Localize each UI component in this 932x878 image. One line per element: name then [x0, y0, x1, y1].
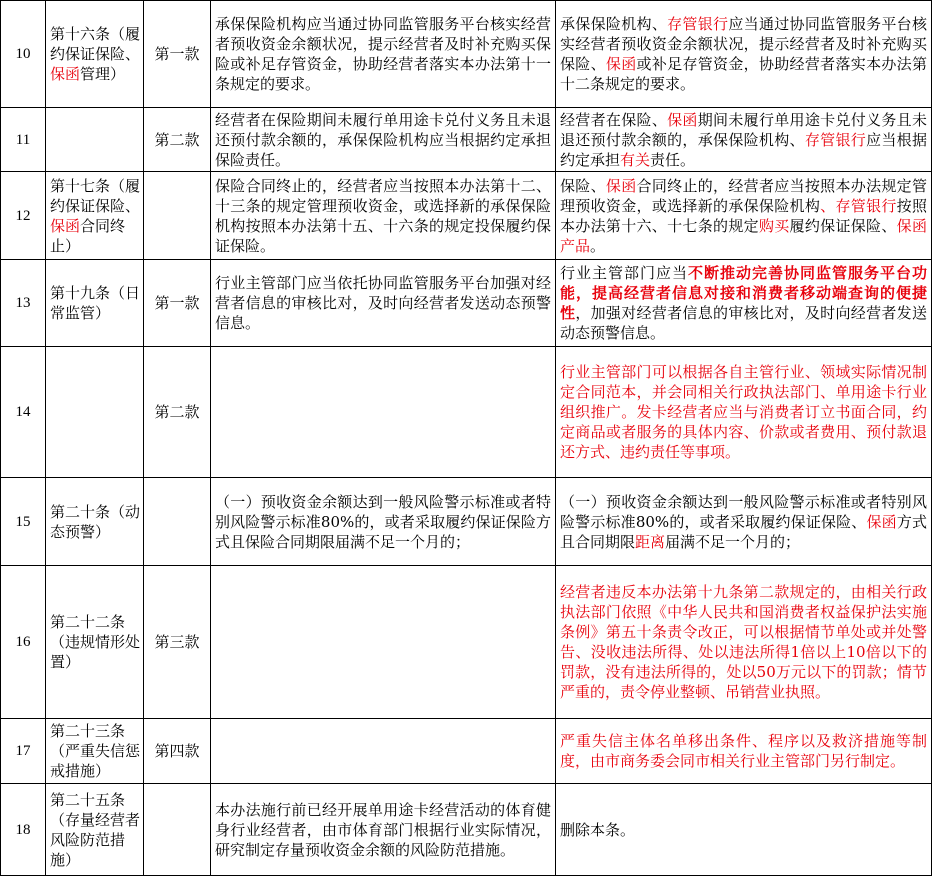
revised-text-cell: [556, 108, 932, 172]
text-run: 删除本条。: [560, 820, 636, 839]
revised-text: 保函产品: [560, 216, 927, 255]
table-row: [1, 347, 932, 478]
text-run: 方式且合同期限: [560, 512, 927, 551]
original-text-cell: [211, 260, 556, 347]
revised-text-cell: [556, 719, 932, 784]
revised-text: 保函: [866, 512, 897, 531]
row-number: 17: [1, 719, 46, 784]
original-text-cell: [211, 566, 556, 719]
text-run: 第十七条（履约保证保险、: [50, 176, 141, 215]
revised-text: 经营者违反本办法第十九条第二款规定的，由相关行政执法部门依照《中华人民共和国消费者权益保护法实施条例》第五十条责令改正，可以根据情节单处或并处警告、没收违法所得、处以违法所得1倍以上10倍以下的罚款，没有违法所得的，处以50万元以下的罚款；情节严重的，责令停业整顿、吊销营业执照。: [560, 583, 927, 701]
revised-text: 购买: [758, 216, 790, 235]
article-cell: [46, 784, 144, 876]
original-text-cell: [211, 719, 556, 784]
text-run: 经营者在保险期间未履行单用途卡兑付义务且未退还预付款余额的，承保保险机构应当根据约定承担保险责任。: [215, 110, 551, 169]
revised-text: 存管银行: [667, 15, 729, 33]
revised-text: 保函: [50, 216, 81, 235]
text-run: 承保保险机构、: [560, 15, 668, 33]
revised-text: 行业主管部门可以根据各自主管行业、领域实际情况制定合同范本，并会同相关行政执法部门、单用途卡行业组织推广。发卡经营者应当与消费者订立书面合同，约定商品或者服务的具体内容、价款或者费用、预付款退还方式、违约责任等事项。: [560, 363, 927, 461]
table-row: [1, 719, 932, 784]
revised-text-cell: [556, 347, 932, 478]
article-cell: [46, 1, 144, 108]
text-run: 或补足存管资金，协助经营者落实本办法第十二条规定的要求。: [560, 55, 927, 93]
table-row: [1, 172, 932, 260]
text-run: 承保保险机构应当通过协同监管服务平台核实经营者预收资金余额状况，提示经营者及时补充购买保险或补足存管资金，协助经营者落实本办法第十一条规定的要求。: [215, 15, 551, 93]
original-text-cell: [211, 347, 556, 478]
clause-cell: [144, 784, 211, 876]
revised-text: 保函: [667, 110, 698, 129]
text-run: 届满不足一个月的；: [665, 532, 801, 551]
clause-cell: [144, 478, 211, 566]
table-row: [1, 108, 932, 172]
row-number: 14: [1, 347, 46, 478]
table-row: [1, 1, 932, 108]
text-run: 管理）: [80, 65, 126, 83]
row-number: 18: [1, 784, 46, 876]
revised-text: 严重失信主体名单移出条件、程序以及救济措施等制度，由市商务委会同市相关行业主管部门另行制定。: [560, 732, 927, 770]
text-run: 第二十二条（违规情形处置）: [50, 613, 141, 671]
revised-text-cell: [556, 478, 932, 566]
text-run: 行业主管部门应当: [560, 264, 688, 282]
table-row: [1, 784, 932, 876]
text-run: 行业主管部门应当依托协同监管服务平台加强对经营者信息的审核比对，及时向经营者发送动态预警信息。: [215, 274, 551, 332]
clause-cell: 第四款: [144, 719, 211, 784]
row-number: 10: [1, 1, 46, 108]
row-number: 12: [1, 172, 46, 260]
revised-text-cell: [556, 566, 932, 719]
clause-cell: 第二款: [144, 108, 211, 172]
revised-text: 距离: [635, 532, 666, 551]
revised-text: 有关: [620, 150, 651, 169]
text-run: 合同终止的，经营者应当按照本办法规定管理预收资金，或选择新的承保保险机构: [560, 176, 927, 215]
article-cell: [46, 566, 144, 719]
table-row: [1, 566, 932, 719]
text-run: 应当根据约定承担: [560, 130, 927, 169]
article-cell: [46, 172, 144, 260]
text-run: 合同终止）: [50, 216, 126, 255]
clause-cell: 第一款: [144, 1, 211, 108]
revised-text: 保函: [605, 55, 637, 73]
row-number: 11: [1, 108, 46, 172]
revised-text: 存管银行: [804, 130, 867, 149]
clause-cell: 第三款: [144, 566, 211, 719]
original-text-cell: [211, 108, 556, 172]
text-run: 本办法施行前已经开展单用途卡经营活动的体育健身行业经营者，由市体育部门根据行业实际情况，研究制定存量预收资金余额的风险防范措施。: [215, 800, 551, 859]
revised-text-cell: [556, 784, 932, 876]
row-number: 15: [1, 478, 46, 566]
revised-text-cell: [556, 1, 932, 108]
text-run: 第十九条（日常监管）: [50, 284, 141, 322]
text-run: 保险、: [560, 176, 606, 195]
clause-cell: 第一款: [144, 260, 211, 347]
text-run: 第十六条（履约保证保险、: [50, 25, 141, 63]
revised-text: 、存管银行: [820, 196, 897, 215]
article-cell: [46, 478, 144, 566]
text-run: 保险合同终止的，经营者应当按照本办法第十二、十三条的规定管理预收资金，或选择新的承保保险机构按照本办法第十五、十六条的规定投保履约保证保险。: [215, 176, 551, 255]
article-cell: [46, 108, 144, 172]
text-run: 履约保证保险、: [789, 216, 897, 235]
revised-text: 不断推动完善协同监管服务平台功能，提高经营者信息对接和消费者移动端查询的便捷性: [560, 264, 927, 322]
text-run: 第二十五条（存量经营者风险防范措施）: [50, 790, 141, 869]
text-run: 按照本办法第十六、十七条的规定: [560, 196, 927, 235]
text-run: 应当通过协同监管服务平台核实经营者预收资金余额状况，提示经营者及时补充购买保险、: [560, 15, 927, 73]
table-row: [1, 260, 932, 347]
revised-text: 保函: [605, 176, 637, 195]
original-text-cell: [211, 478, 556, 566]
text-run: 期间未履行单用途卡兑付义务且未退还预付款余额的，承保保险机构、: [560, 110, 927, 149]
text-run: 第二十三条（严重失信惩戒措施）: [50, 722, 141, 780]
text-run: 经营者在保险、: [560, 110, 668, 129]
article-cell: [46, 260, 144, 347]
original-text-cell: [211, 172, 556, 260]
original-text-cell: [211, 784, 556, 876]
revised-text-cell: [556, 260, 932, 347]
text-run: 第二十条（动态预警）: [50, 502, 141, 541]
table-row: [1, 478, 932, 566]
text-run: 责任。: [650, 150, 696, 169]
text-run: （一）预收资金余额达到一般风险警示标准或者特别风险警示标准80%的，或者采取履约保证保险方式且保险合同期限届满不足一个月的；: [215, 492, 551, 551]
revised-text: 保函: [50, 65, 81, 83]
text-run: （一）预收资金余额达到一般风险警示标准或者特别风险警示标准80%的，或者采取履约保证保险、: [560, 492, 927, 531]
original-text-cell: [211, 1, 556, 108]
article-cell: [46, 719, 144, 784]
row-number: 16: [1, 566, 46, 719]
text-run: ，加强对经营者信息的审核比对，及时向经营者发送动态预警信息。: [560, 304, 927, 342]
text-run: 。: [590, 236, 606, 255]
clause-cell: [144, 172, 211, 260]
row-number: 13: [1, 260, 46, 347]
clause-cell: 第二款: [144, 347, 211, 478]
revised-text-cell: [556, 172, 932, 260]
article-cell: [46, 347, 144, 478]
